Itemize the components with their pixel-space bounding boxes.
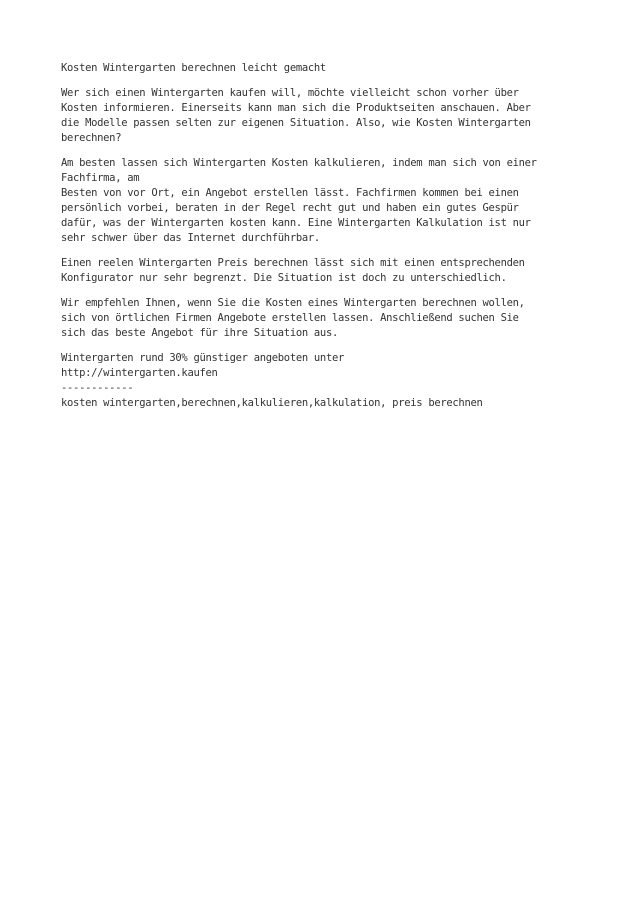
keywords-line: kosten wintergarten,berechnen,kalkulieren,kalkulation, preis berechnen [61,397,483,409]
text-line: dafür, was der Wintergarten kosten kann. Eine Wintergarten Kalkulation ist nur [61,217,531,229]
paragraph-gap [61,76,581,86]
text-line: Am besten lassen sich Wintergarten Kosten kalkulieren, indem man sich von einer [61,157,537,169]
text-line: Wir empfehlen Ihnen, wenn Sie die Kosten eines Wintergarten berechnen wollen, [61,297,525,309]
separator-line: ------------ [61,382,134,394]
document-body [61,61,581,411]
text-line: Kosten informieren. Einerseits kann man sich die Produktseiten anschauen. Aber [61,102,531,114]
text-line: sehr schwer über das Internet durchführbar. [61,232,320,244]
paragraph-intro [61,86,581,146]
text-line: Fachfirma, am [61,172,140,184]
text-line: berechnen? [61,132,122,144]
paragraph-gap [61,146,581,156]
text-line: sich das beste Angebot für ihre Situation aus. [61,327,338,339]
paragraph-gap [61,246,581,256]
text-line: sich von örtlichen Firmen Angebote erstellen lassen. Anschließend suchen Sie [61,312,519,324]
promo-line: Wintergarten rund 30% günstiger angeboten unter [61,352,345,364]
text-line: persönlich vorbei, beraten in der Regel recht gut und haben ein gutes Gespür [61,202,519,214]
paragraph-gap [61,286,581,296]
paragraph-empfehlung [61,296,581,341]
text-line: Besten von vor Ort, ein Angebot erstellen lässt. Fachfirmen kommen bei einen [61,187,519,199]
document-title: Kosten Wintergarten berechnen leicht gemacht [61,62,326,74]
document-footer [61,351,581,411]
paragraph-fachfirma [61,156,581,246]
text-line: Konfigurator nur sehr begrenzt. Die Situation ist doch zu unterschiedlich. [61,272,507,284]
text-line: Wer sich einen Wintergarten kaufen will, möchte vielleicht schon vorher über [61,87,519,99]
text-line: Einen reelen Wintergarten Preis berechnen lässt sich mit einen entsprechenden [61,257,525,269]
text-line: die Modelle passen selten zur eigenen Situation. Also, wie Kosten Wintergarten [61,117,531,129]
url-line: http://wintergarten.kaufen [61,367,218,379]
paragraph-gap [61,341,581,351]
paragraph-konfigurator [61,256,581,286]
